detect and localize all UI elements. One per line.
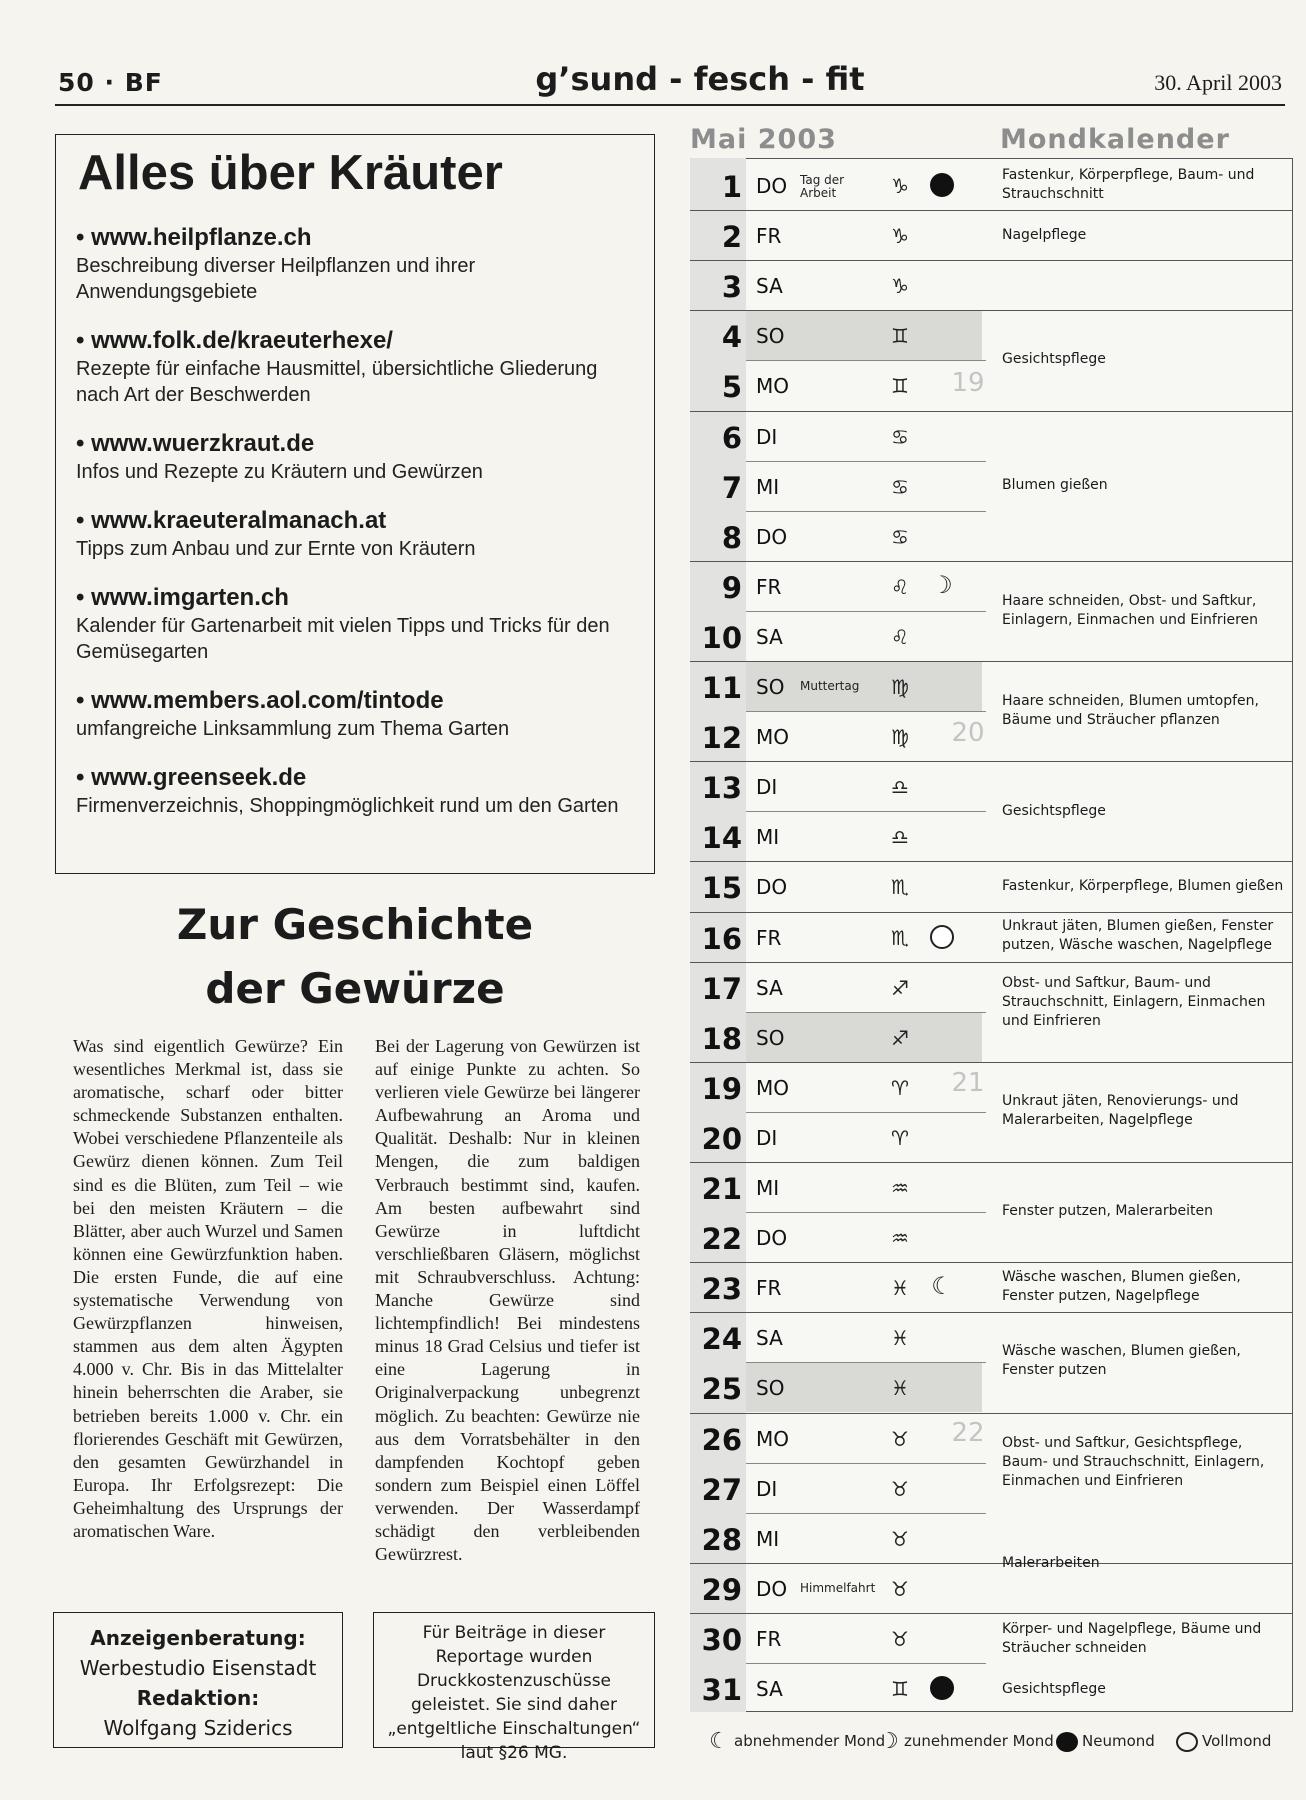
calendar-day-row — [690, 511, 1293, 561]
zodiac-icon: ♊ — [891, 374, 909, 399]
zodiac-icon: ♑ — [891, 274, 909, 299]
row-separator — [690, 861, 1293, 862]
full-moon-icon — [1176, 1732, 1198, 1752]
row-separator — [746, 1362, 986, 1363]
day-number: 11 — [701, 671, 742, 705]
weekday: SO — [756, 675, 785, 699]
weekday: SA — [756, 975, 783, 1000]
zodiac-icon: ♎ — [891, 775, 909, 800]
new-moon-icon — [930, 1676, 954, 1700]
zodiac-icon: ♍ — [891, 725, 909, 750]
moon-advice: Körper- und Nagelpflege, Bäume und Sträucher schneiden — [1002, 1621, 1262, 1656]
weekday: SA — [756, 624, 783, 649]
day-number: 1 — [721, 170, 742, 204]
row-separator — [690, 561, 1293, 562]
zodiac-icon: ♓ — [891, 1376, 909, 1401]
zodiac-icon: ♏ — [891, 925, 909, 950]
link-url[interactable]: • www.wuerzkraut.de — [76, 430, 315, 457]
day-number: 7 — [721, 470, 742, 505]
moon-advice: Haare schneiden, Blumen umtopfen, Bäume und Sträucher pflanzen — [1002, 693, 1259, 728]
day-number: 30 — [701, 1622, 742, 1657]
link-item — [76, 583, 636, 665]
week-number: 20 — [951, 718, 985, 748]
waxing-moon-icon: ☽ — [879, 1728, 899, 1754]
weekday: DI — [756, 424, 778, 449]
new-moon-icon — [1056, 1732, 1078, 1752]
row-separator — [690, 1062, 1293, 1063]
row-separator — [690, 411, 1293, 412]
zodiac-icon: ♌ — [891, 624, 909, 649]
legend-label: zunehmender Mond — [904, 1732, 1054, 1750]
day-number: 12 — [701, 721, 742, 756]
day-number: 25 — [701, 1372, 742, 1407]
zodiac-icon: ♐ — [891, 975, 909, 1000]
legend-label: Neumond — [1082, 1732, 1155, 1750]
zodiac-icon: ♉ — [891, 1476, 909, 1501]
moon-advice: Wäsche waschen, Blumen gießen, Fenster putzen, Nagelpflege — [1002, 1269, 1241, 1304]
link-url[interactable]: • www.kraeuteralmanach.at — [76, 507, 387, 534]
zodiac-icon: ♌ — [891, 574, 909, 599]
day-number: 27 — [701, 1472, 742, 1507]
row-separator — [690, 260, 1293, 261]
zodiac-icon: ♉ — [891, 1526, 909, 1551]
day-number: 31 — [701, 1673, 742, 1707]
weekday: MI — [756, 825, 780, 850]
day-number: 28 — [701, 1522, 742, 1557]
day-number: 16 — [701, 921, 742, 956]
zodiac-icon: ♋ — [891, 474, 909, 499]
calendar-day-row — [690, 260, 1293, 310]
day-number: 9 — [721, 570, 742, 605]
day-number: 6 — [721, 420, 742, 455]
link-description: Firmenverzeichnis, Shoppingmöglichkeit rund um den Garten — [76, 795, 619, 817]
weekday: FR — [756, 1276, 782, 1301]
link-item — [76, 223, 636, 305]
row-separator — [690, 1162, 1293, 1163]
weekday: DO — [756, 524, 788, 549]
moon-advice: Blumen gießen — [1002, 477, 1108, 493]
week-number: 22 — [951, 1418, 985, 1448]
ad-name: Werbestudio Eisenstadt — [79, 1656, 317, 1680]
row-separator — [690, 1262, 1293, 1263]
row-separator — [746, 511, 986, 512]
week-number: 21 — [951, 1068, 985, 1098]
moon-advice: Gesichtspflege — [1002, 1681, 1106, 1697]
row-separator — [746, 360, 986, 361]
weekday: MO — [756, 725, 789, 750]
row-separator — [690, 1413, 1293, 1414]
zodiac-icon: ♋ — [891, 424, 909, 449]
weekday: MO — [756, 1426, 789, 1451]
section-title: g’sund - fesch - fit — [535, 60, 865, 98]
weekday: FR — [756, 224, 782, 249]
weekday: MI — [756, 1176, 780, 1200]
zodiac-icon: ♓ — [891, 1326, 909, 1351]
calendar-month-title: Mai 2003 — [690, 124, 837, 155]
weekday: SO — [756, 1376, 785, 1401]
weekday: SA — [756, 1326, 783, 1351]
zodiac-icon: ♈ — [891, 1125, 909, 1150]
article-column-2: Bei der Lagerung von Gewürzen ist auf einige Punkte zu achten. So verlieren viele Gewürze bei längerer Aufbewahrung an Aroma und Qualität. Deshalb: Nur in kleinen Mengen, die zum baldigen Verbrauch bestimmt sind, kaufen. Am besten aufbewahrt sind Gewürze in luftdicht verschließbaren Gläsern, möglichst mit Schraubverschluss. Achtung: Manche Gewürze sind lichtempfindlich! Bei mindestens minus 18 Grad Celsius und tiefer ist eine Lagerung in Originalverpackung unbegrenzt möglich. Zu beachten: Gewürze nie aus dem Vorratsbehälter in den dampfenden Kochtopf geben sondern zum Beispiel einen Löffel verwenden. Der Wasserdampf schädigt den verbleibenden Gewürzrest. — [375, 1036, 640, 1565]
legend-new — [1056, 1728, 1155, 1754]
article-title — [60, 893, 650, 1021]
waning-moon-icon: ☾ — [709, 1728, 729, 1754]
moon-advice: Unkraut jäten, Renovierungs- und Malerarbeiten, Nagelpflege — [1002, 1093, 1239, 1128]
zodiac-icon: ♍ — [891, 675, 909, 699]
row-separator — [746, 1513, 986, 1514]
weekday: SA — [756, 274, 783, 299]
row-separator — [746, 1012, 986, 1013]
page-number: 50 · BF — [58, 68, 163, 97]
holiday-note: Himmelfahrt — [800, 1580, 876, 1595]
day-number: 8 — [721, 520, 742, 555]
zodiac-icon: ♏ — [891, 875, 909, 900]
zodiac-icon: ♋ — [891, 524, 909, 549]
moon-advice: Obst- und Saftkur, Baum- und Strauchschnitt, Einlagern, Einmachen und Einfrieren — [1002, 975, 1266, 1029]
full-moon-icon — [930, 925, 954, 949]
weekday: DO — [756, 1576, 788, 1601]
weekday: DO — [756, 875, 788, 900]
weekday: FR — [756, 925, 782, 950]
row-separator — [690, 962, 1293, 963]
link-item — [76, 429, 636, 485]
weekday: FR — [756, 574, 782, 599]
weekday: SO — [756, 1025, 785, 1050]
row-separator — [690, 310, 1293, 311]
day-number: 5 — [721, 370, 742, 405]
weekday: DI — [756, 1476, 778, 1501]
weekday: DO — [756, 1226, 788, 1251]
moon-advice: Fenster putzen, Malerarbeiten — [1002, 1203, 1213, 1219]
row-separator — [690, 1312, 1293, 1313]
row-separator — [746, 1663, 986, 1664]
link-description: Infos und Rezepte zu Kräutern und Gewürzen — [76, 461, 483, 483]
weekday: DO — [756, 174, 788, 198]
row-separator — [690, 210, 1293, 211]
editor-label: Redaktion: — [136, 1686, 260, 1710]
link-description: umfangreiche Linksammlung zum Thema Garten — [76, 718, 510, 740]
day-number: 22 — [701, 1222, 742, 1257]
article-column-1: Was sind eigentlich Gewürze? Ein wesentliches Merkmal ist, dass sie aromatische, scharf oder bitter schmeckende Substanzen enthalten. Wobei verschiedene Pflanzenteile als Gewürz dienen können. Zum Teil sind es die Blüten, zum Teil – wie bei den meisten Kräutern – die Blätter, aber auch Wurzel und Samen können eine Gewürzfunktion haben. Die ersten Funde, die auf eine systematische Verwendung von Gewürzpflanzen hinweisen, stammen aus dem alten Ägypten 4.000 v. Chr. Bis in das Mittelalter hinein beherrschten die Araber, sie betrieben bereits 1.000 v. Chr. ein florierendes Geschäft mit Gewürzen, den gesamten Gewürzhandel in Europa. Ihr Erfolgsrezept: Die Geheimhaltung des Ursprungs der aromatischen Ware. — [73, 1036, 343, 1541]
zodiac-icon: ♉ — [891, 1626, 909, 1651]
day-number: 18 — [701, 1021, 742, 1056]
link-url[interactable]: • www.imgarten.ch — [76, 584, 289, 611]
ad-label: Anzeigenberatung: — [90, 1626, 306, 1650]
moon-advice: Fastenkur, Körperpflege, Blumen gießen — [1002, 878, 1284, 894]
legend-label: Vollmond — [1202, 1732, 1272, 1750]
weekday: DI — [756, 1125, 778, 1150]
links-box — [55, 134, 655, 874]
day-number: 26 — [701, 1422, 742, 1457]
holiday-note: Tag der Arbeit — [800, 173, 845, 200]
moon-advice: Haare schneiden, Obst- und Saftkur, Einlagern, Einmachen und Einfrieren — [1002, 593, 1259, 628]
day-number: 15 — [701, 871, 742, 906]
moon-advice: Nagelpflege — [1002, 227, 1087, 243]
zodiac-icon: ♒ — [891, 1176, 909, 1200]
moon-advice: Wäsche waschen, Blumen gießen, Fenster putzen — [1002, 1343, 1241, 1378]
link-url[interactable]: • www.greenseek.de — [76, 764, 307, 791]
link-description: Kalender für Gartenarbeit mit vielen Tipps und Tricks für den Gemüsegarten — [76, 615, 610, 663]
zodiac-icon: ♊ — [891, 324, 909, 349]
links-box-title: Alles über Kräuter — [78, 146, 503, 200]
day-number: 19 — [701, 1071, 742, 1106]
legend-label: abnehmender Mond — [734, 1732, 886, 1750]
link-url[interactable]: • www.members.aol.com/tintode — [76, 687, 444, 714]
moon-advice: Malerarbeiten — [1002, 1555, 1100, 1571]
new-moon-icon — [930, 173, 954, 197]
header-rule — [55, 104, 1285, 106]
day-number: 20 — [701, 1121, 742, 1156]
zodiac-icon: ♐ — [891, 1025, 909, 1050]
day-number: 14 — [701, 821, 742, 856]
article-title-line: der Gewürze — [205, 964, 505, 1013]
calendar-day-row — [690, 411, 1293, 461]
legend-waxing — [878, 1728, 1054, 1754]
link-description: Rezepte für einfache Hausmittel, übersichtliche Gliederung nach Art der Beschwerden — [76, 358, 598, 406]
row-separator — [746, 711, 986, 712]
row-separator — [746, 611, 986, 612]
weekday: DI — [756, 775, 778, 800]
row-separator — [746, 1112, 986, 1113]
link-description: Tipps zum Anbau und zur Ernte von Kräutern — [76, 538, 476, 560]
day-number: 21 — [701, 1172, 742, 1206]
link-url[interactable]: • www.heilpflanze.ch — [76, 224, 312, 251]
day-number: 24 — [701, 1322, 742, 1357]
contact-box — [53, 1612, 343, 1748]
link-item — [76, 326, 636, 408]
moon-advice: Fastenkur, Körperpflege, Baum- und Strauchschnitt — [1002, 167, 1255, 202]
weekday: MI — [756, 1526, 780, 1551]
disclaimer-box: Für Beiträge in dieser Reportage wurden Druckkostenzuschüsse geleistet. Sie sind daher „entgeltliche Einschaltungen“ laut §26 MG. — [373, 1612, 655, 1748]
weekday: MO — [756, 374, 789, 399]
row-separator — [746, 811, 986, 812]
week-number: 19 — [951, 368, 985, 398]
day-number: 17 — [701, 971, 742, 1006]
zodiac-icon: ♒ — [891, 1226, 909, 1251]
weekday: FR — [756, 1626, 782, 1651]
day-number: 29 — [701, 1572, 742, 1607]
row-separator — [690, 661, 1293, 662]
waxing-moon-icon: ☽ — [931, 570, 953, 599]
weekday: MO — [756, 1075, 789, 1100]
weekday: MI — [756, 474, 780, 499]
moon-advice: Unkraut jäten, Blumen gießen, Fenster putzen, Wäsche waschen, Nagelpflege — [1002, 918, 1274, 953]
link-item — [76, 763, 636, 819]
zodiac-icon: ♉ — [891, 1576, 909, 1601]
row-separator — [690, 1613, 1293, 1614]
waning-moon-icon: ☾ — [931, 1272, 953, 1301]
holiday-note: Muttertag — [800, 679, 860, 693]
day-number: 4 — [721, 320, 742, 355]
zodiac-icon: ♑ — [891, 224, 909, 249]
day-number: 3 — [721, 270, 742, 305]
zodiac-icon: ♎ — [891, 825, 909, 850]
legend-waning — [708, 1728, 885, 1754]
link-item — [76, 686, 636, 742]
row-separator — [690, 761, 1293, 762]
link-url[interactable]: • www.folk.de/kraeuterhexe/ — [76, 327, 393, 354]
zodiac-icon: ♉ — [891, 1426, 909, 1451]
zodiac-icon: ♊ — [891, 1677, 909, 1701]
issue-date: 30. April 2003 — [1154, 70, 1282, 95]
zodiac-icon: ♑ — [891, 174, 909, 198]
calendar-moon-title: Mondkalender — [1000, 124, 1230, 155]
row-separator — [746, 1212, 986, 1213]
day-number: 13 — [701, 771, 742, 806]
link-description: Beschreibung diverser Heilpflanzen und ihrer Anwendungsgebiete — [76, 255, 476, 303]
moon-advice: Gesichtspflege — [1002, 803, 1106, 819]
day-number: 23 — [701, 1272, 742, 1307]
link-item — [76, 506, 636, 562]
zodiac-icon: ♈ — [891, 1075, 909, 1100]
editor-name: Wolfgang Sziderics — [103, 1716, 293, 1740]
row-separator — [690, 912, 1293, 913]
moon-advice: Gesichtspflege — [1002, 351, 1106, 367]
day-number: 10 — [701, 620, 742, 655]
weekday: SA — [756, 1677, 783, 1701]
weekday: SO — [756, 324, 785, 349]
legend-full — [1176, 1728, 1271, 1754]
zodiac-icon: ♓ — [891, 1276, 909, 1301]
day-number: 2 — [721, 220, 742, 255]
row-separator — [746, 461, 986, 462]
row-separator — [746, 1463, 986, 1464]
moon-advice: Obst- und Saftkur, Gesichtspflege, Baum- und Strauchschnitt, Einlagern, Einmachen und Einfrieren — [1002, 1435, 1265, 1489]
article-title-line: Zur Geschichte — [176, 900, 534, 949]
